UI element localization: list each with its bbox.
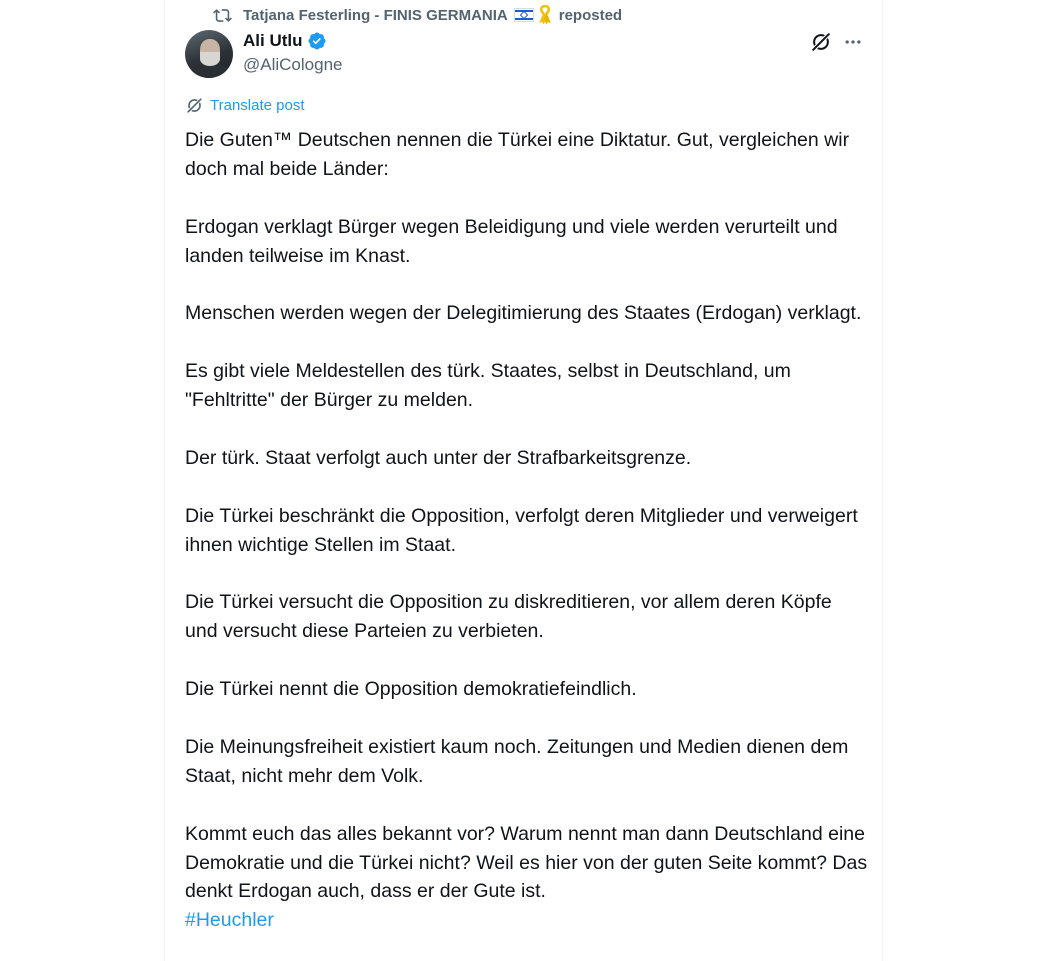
post-paragraph: Erdogan verklagt Bürger wegen Beleidigung und viele werden verurteilt und landen teilweise im Knast. — [185, 215, 838, 267]
hashtag-link[interactable]: #Heuchler — [185, 909, 274, 932]
author-display-name[interactable]: Ali Utlu — [243, 31, 303, 50]
post-paragraph: Der türk. Staat verfolgt auch unter der Strafbarkeitsgrenze. — [185, 446, 692, 469]
more-options-button[interactable] — [841, 30, 865, 54]
israel-flag-icon — [514, 8, 534, 22]
verified-badge-icon — [307, 31, 327, 51]
translate-post-link[interactable] — [185, 96, 305, 115]
avatar[interactable] — [185, 30, 233, 78]
post-paragraph: Es gibt viele Meldestellen des türk. Staates, selbst in Deutschland, um "Fehltritte" der Bürger zu melden. — [185, 360, 791, 412]
author-handle[interactable]: @AliCologne — [243, 55, 343, 74]
translate-icon — [185, 96, 204, 115]
reposter-name[interactable]: Tatjana Festerling - FINIS GERMANIA — [243, 6, 508, 24]
post-paragraph: Die Türkei versucht die Opposition zu diskreditieren, vor allem deren Köpfe und versucht diese Parteien zu verbieten. — [185, 591, 832, 643]
post-card[interactable] — [164, 0, 883, 961]
post-paragraph: Die Türkei nennt die Opposition demokratiefeindlich. — [185, 678, 637, 701]
post-paragraph: Menschen werden wegen der Delegitimierung des Staates (Erdogan) verklagt. — [185, 302, 862, 325]
yellow-ribbon-icon — [537, 5, 553, 25]
repost-icon — [213, 6, 232, 25]
post-body — [185, 126, 869, 935]
repost-context[interactable] — [213, 5, 622, 25]
grok-button[interactable] — [809, 30, 833, 54]
author-name-row[interactable] — [243, 30, 327, 52]
grok-icon — [810, 31, 832, 53]
post-paragraph: Die Guten™ Deutschen nennen die Türkei eine Diktatur. Gut, vergleichen wir doch mal beide Länder: — [185, 129, 850, 180]
post-paragraph: Die Türkei beschränkt die Opposition, verfolgt deren Mitglieder und verweigert ihnen wichtige Stellen im Staat. — [185, 504, 858, 556]
more-icon — [843, 32, 863, 52]
post-paragraph: Die Meinungsfreiheit existiert kaum noch. Zeitungen und Medien dienen dem Staat, nicht mehr dem Volk. — [185, 735, 849, 787]
post-paragraph: Kommt euch das alles bekannt vor? Warum nennt man dann Deutschland eine Demokratie und die Türkei nicht? Weil es hier von der guten Seite kommt? Das denkt Erdogan auch, dass er der Gute ist. — [185, 822, 868, 903]
translate-label[interactable]: Translate post — [210, 97, 305, 114]
repost-label: reposted — [558, 6, 623, 24]
